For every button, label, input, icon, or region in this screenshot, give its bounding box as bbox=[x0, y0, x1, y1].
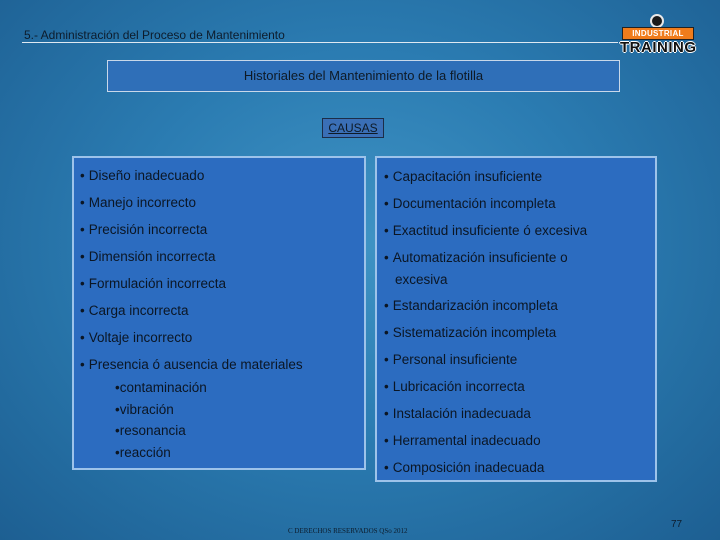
left-item-manejo: • Manejo incorrecto bbox=[80, 195, 197, 210]
left-item-precision: • Precisión incorrecta bbox=[80, 222, 208, 237]
right-item-composicion: • Composición inadecuada bbox=[384, 460, 545, 475]
left-subitem-vibracion: •vibración bbox=[115, 402, 174, 417]
title-divider bbox=[22, 42, 618, 43]
right-item-personal: • Personal insuficiente bbox=[384, 352, 518, 367]
right-item-automatizacion: • Automatización insuficiente o bbox=[384, 250, 568, 265]
left-item-diseno: • Diseño inadecuado bbox=[80, 168, 205, 183]
left-subitem-reaccion: •reacción bbox=[115, 445, 171, 460]
left-item-presencia: • Presencia ó ausencia de materiales bbox=[80, 357, 303, 372]
section-header: Historiales del Mantenimiento de la flotilla bbox=[107, 60, 620, 92]
left-item-carga: • Carga incorrecta bbox=[80, 303, 189, 318]
right-item-sistematizacion: • Sistematización incompleta bbox=[384, 325, 557, 340]
copyright-footer: C DERECHOS RESERVADOS QSo 2012 bbox=[288, 527, 408, 535]
industrial-training-logo bbox=[620, 14, 696, 56]
right-item-documentacion: • Documentación incompleta bbox=[384, 196, 556, 211]
left-subitem-resonancia: •resonancia bbox=[115, 423, 186, 438]
page-number: 77 bbox=[671, 519, 683, 530]
left-item-voltaje: • Voltaje incorrecto bbox=[80, 330, 193, 345]
slide-title: 5.- Administración del Proceso de Mantenimiento bbox=[24, 28, 285, 42]
right-item-lubricacion: • Lubricación incorrecta bbox=[384, 379, 525, 394]
logo-word: TRAINING bbox=[620, 39, 697, 56]
left-item-formulacion: • Formulación incorrecta bbox=[80, 276, 227, 291]
left-subitem-contaminacion: •contaminación bbox=[115, 380, 207, 395]
logo-emblem-icon bbox=[650, 14, 664, 28]
right-item-herramental: • Herramental inadecuado bbox=[384, 433, 541, 448]
logo-band-text: INDUSTRIAL bbox=[622, 27, 694, 40]
right-item-automatizacion-cont: excesiva bbox=[395, 272, 448, 287]
right-item-capacitacion: • Capacitación insuficiente bbox=[384, 169, 543, 184]
causas-label: CAUSAS bbox=[322, 118, 384, 138]
left-item-dimension: • Dimensión incorrecta bbox=[80, 249, 216, 264]
right-item-exactitud: • Exactitud insuficiente ó excesiva bbox=[384, 223, 588, 238]
right-item-instalacion: • Instalación inadecuada bbox=[384, 406, 531, 421]
right-item-estandarizacion: • Estandarización incompleta bbox=[384, 298, 558, 313]
